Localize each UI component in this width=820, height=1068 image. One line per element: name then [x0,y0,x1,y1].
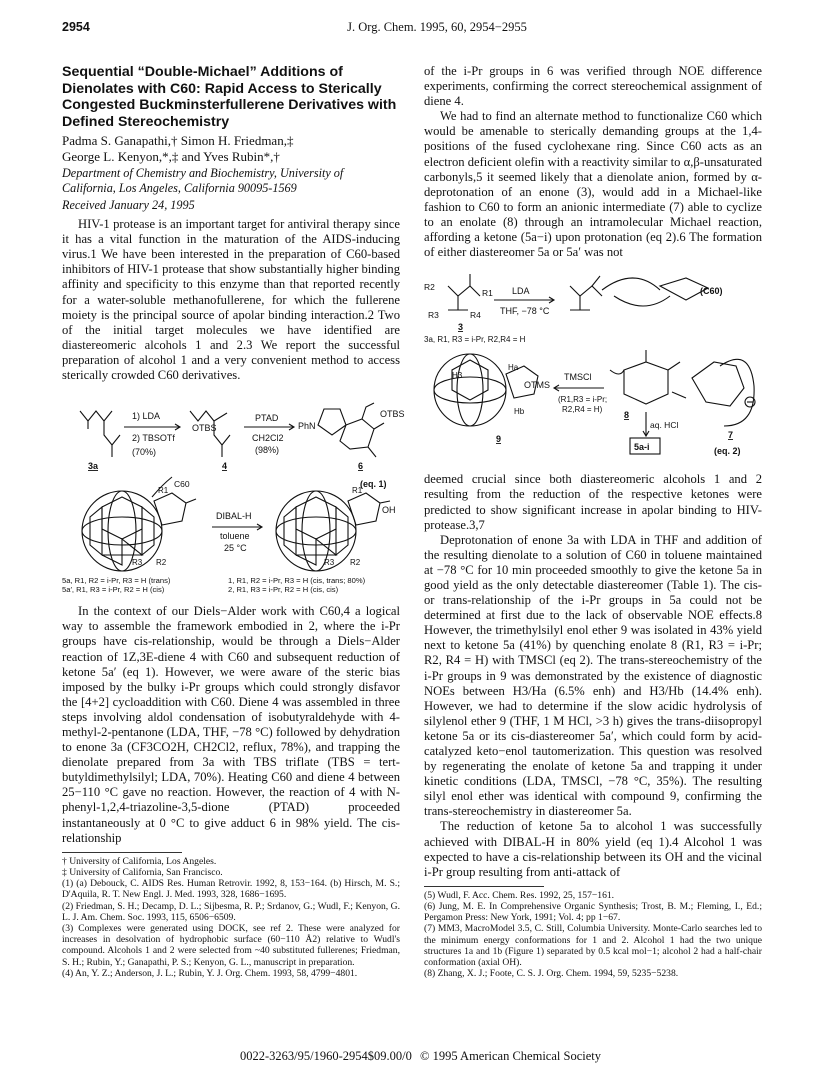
article-title: Sequential “Double-Michael” Additions of Dienolates with C60: Rapid Access to Sterically Congested Buckminsterfullerene Derivatives with Defined Stereochemistry [62,64,397,130]
legend-5a-prime: 5a′, R1, R3 = i-Pr, R2 = H (cis) [62,585,165,595]
scheme1-otbs-label: OTBS [192,423,217,434]
authors-line-1: Padma S. Ganapathi,† Simon H. Friedman,‡ [62,133,294,148]
paragraph-alternate-method: We had to find an alternate method to functionalize C60 which would be amenable to sterically demanding groups at the 1,4-positions of the fused cyclohexane ring. Since C60 acts as an electron deficient olefin with a reactivity similar to α,β-unsaturated carbonyls,5 it seemed likely that a dienolate anion, formed by α-deprotonation of an enone (3), would add in a Michael-like fashion to C60 to form an anionic intermediate (7) able to cyclize to an enolate (8) through an intramolecular Michael reaction, affording a ketone (5a−i) upon protonation (eq 2).6 The formation of either diastereomer 5a or 5a′ was not [424,109,762,260]
scheme-eq-1 [62,389,405,598]
scheme1-yield-2: (98%) [255,445,280,456]
journal-citation: J. Org. Chem. 1995, 60, 2954−2955 [347,20,527,34]
reference-1: (1) (a) Debouck, C. AIDS Res. Human Retrovir. 1992, 8, 153−164. (b) Hirsch, M. S.; D'Aquila, R. T. New Engl. J. Med. 1993, 328, 1686−1695. [62,878,400,901]
paragraph-diels-alder: In the context of our Diels−Alder work with C60,4 a logical way to assemble the framework embodied in 2, where the i-Pr groups have cis-relationship, would be through a Diels−Alder reaction of 1Z,3E-diene 4 with C60 and subsequent reduction of ketone 5a′ (eq 1). However, we were aware of the steric bias imposed by the bulky i-Pr groups which could strongly disfavor the [4+2] cycloaddition with C60. Diene 4 was assembled in three steps involving aldol condensation of isobutyraldehyde with 4-methyl-2-pentanone (LDA, THF, −78 °C) followed by dehydration to enone 3a (CF3CO2H, CH2Cl2, reflux, 78%), and trapping the dienolate prepared from 3a with TBS triflate (TBS = tert-butyldimethylsilyl; LDA, 70%). Heating C60 and diene 4 between 25−110 °C gave no reaction. However, the reaction of 4 with N-phenyl-1,2,4-triazoline-3,5-dione (PTAD) proceeded instantaneously at 0 °C to give adduct 6 in 98% yield. The cis-relationship [62,604,400,845]
scheme1-eq-label: (eq. 1) [360,479,387,490]
scheme2-eq-label: (eq. 2) [714,446,741,457]
page-number: 2954 [62,20,90,34]
scheme1-r1-right: R1 [352,486,363,496]
paragraph-intro: HIV-1 protease is an important target for antiviral therapy since it has a vital function in the maturation of the AIDS-inducing virus.1 We have been interested in the preparation of C60-based inhibitors of HIV-1 protease that show substantially higher binding affinity and specificity to this enzyme than that reported recently for a water-soluble methanofullerene, for which the fullerene moiety is the principal source of apolar binding interaction.2 Two of the initial target molecules we have identified are diastereomeric alcohols 1 and 2.3 We report the successful preparation of alcohol 1 and a very convenient method to access sterically crowded C60 derivatives. [62,217,400,383]
reference-4: (4) An, Y. Z.; Anderson, J. L.; Rubin, Y. J. Org. Chem. 1993, 58, 4799−4801. [62,967,358,979]
scheme1-ptad: PTAD [255,413,279,424]
footnote-separator-right [424,886,544,887]
right-column [424,64,762,979]
legend-1: 1, R1, R2 = i-Pr, R3 = H (cis, trans; 80%) [228,576,366,586]
compound-5a-i-label: 5a-i [634,442,650,453]
paragraph-reduction: The reduction of ketone 5a to alcohol 1 was successfully achieved with DIBAL-H in 80% yield (eq 1).4 Alcohol 1 was expected to have a cis-relationship between its OH and the vicinal i-Pr group resulting from anti-attack of [424,819,762,879]
scheme2-ha: Ha [508,363,519,373]
reference-3: (3) Complexes were generated using DOCK, see ref 2. These were analyzed for increases in desolvation of hydrophobic surface (60−110 Å2) relative to Wudl's compound. Alcohols 1 and 2 were selected from ~40 substituted fullerenes; Friedman, S. H.; Rubin, Y.; Ganapathi, P. S.; Kenyon, G. L., manuscript in preparation. [62,922,400,968]
scheme2-tms-cond-2: R2,R4 = H) [562,405,603,415]
compound-4-label: 4 [222,461,228,472]
scheme1-reagent-1: 1) LDA [132,411,161,422]
scheme1-phn: PhN [298,421,316,432]
scheme2-h3: H3 [452,371,463,381]
copyright: © 1995 American Chemical Society [420,1049,601,1063]
scheme2-tmscl: TMSCl [564,372,592,383]
paragraph-deprotonation: Deprotonation of enone 3a with LDA in THF and addition of the resulting dienolate to a solution of C60 in toluene maintained at −78 °C for 10 min proceeded smoothly to give the ketone 5a in good yield as the only detectable diastereomer (Table 1). The cis- or trans-relationship of the i-Pr groups in 5a could not be determined at first due to the lack of observable NOE effects.8 However, the trimethylsilyl enol ether 9 was isolated in 43% yield next to ketone 5a (41%) by quenching enolate 8 (R1, R3 = i-Pr; R2, R4 = H) with TMSCl (eq 2). The trans-stereochemistry of the i-Pr groups in 9 was demonstrated by the existence of diagnostic NOEs between H3/Ha (6.5% enh) and H3/Hb (14.4% enh). However, we had to determine if the slow acidic hydrolysis of silylenol ether 9 (THF, 1 M HCl, >3 h) gives the trans-diisopropyl ketone 5a or its cis-diastereomer 5a′, which could form by acid-catalyzed keto−enol tautomerization. This question was resolved by regenerating the enolate of ketone 5a and trapping it under kinetic conditions (LDA, TMSCl, −78 °C, 35%). The resulting silyl enol ether was identical with compound 9, confirming the trans-stereochemistry in diastereomer 5a. [424,532,762,819]
scheme1-toluene: toluene [220,531,250,542]
authors-line-2: George L. Kenyon,*,‡ and Yves Rubin*,† [62,148,280,164]
scheme1-r3-right: R3 [324,558,335,568]
paragraph-noe: of the i-Pr groups in 6 was verified through NOE difference experiments, confirming the correct stereochemical assignment of diene 4. [424,64,762,109]
scheme-eq-2-drawing [424,266,762,462]
compound-7-label: 7 [728,430,734,441]
reference-2: (2) Friedman, S. H.; Decamp, D. L.; Sijbesma, R. P.; Srdanov, G.; Wudl, F.; Kenyon, G. L. J. Am. Chem. Soc. 1993, 115, 6506−6509. [62,900,400,923]
compound-9-label: 9 [496,434,502,445]
reference-7: (7) MM3, MacroModel 3.5, C. Still, Columbia University. Monte-Carlo searches led to the minimum energy conformations for 1 and 2. Alcohol 1 had the two unique structures 1a and 1b (Figure 1) separated by 0.5 kcal mol−1; alcohol 2 had a half-chair conformation (axial OH). [424,923,762,969]
scheme2-r1-left: R1 [482,288,493,299]
scheme1-r2-right: R2 [350,558,361,568]
scheme-eq-1-drawing [62,389,405,595]
legend-2: 2, R1, R3 = i-Pr, R2 = H (cis, cis) [228,585,339,595]
scheme1-r2-left: R2 [156,558,167,568]
left-column [62,64,405,979]
scheme1-dibal: DIBAL-H [216,511,252,522]
scheme2-hb: Hb [514,407,525,417]
compound-3-label: 3 [458,322,464,333]
legend-3a: 3a, R1, R3 = i-Pr, R2,R4 = H [424,335,526,345]
scheme1-yield-1: (70%) [132,447,157,458]
reference-6: (6) Jung, M. E. In Comprehensive Organic Synthesis; Trost, B. M.; Fleming, I., Ed.; Pergamon Press: New York, 1991; Vol. 4; pp 1−67. [424,901,762,924]
scheme2-r4-left: R4 [470,310,481,321]
received-date: Received January 24, 1995 [62,198,195,212]
compound-8-label: 8 [624,410,630,421]
scheme2-aq-hcl: aq. HCl [650,420,679,431]
scheme1-c60: C60 [174,479,190,490]
scheme2-tms-cond-1: (R1,R3 = i-Pr; [558,395,608,405]
scheme1-r3-left: R3 [132,558,143,568]
scheme1-temp: 25 °C [224,543,247,554]
scheme1-oh: OH [382,505,396,516]
paragraph-diastereomers: deemed crucial since both diastereomeric alcohols 1 and 2 resulting from the reduction of the respective ketones were predicted to show significant increase in apolar binding to HIV-protease.3,7 [424,472,762,532]
footnote-separator [62,852,182,853]
compound-3a-label: 3a [88,461,99,472]
scheme2-conditions: THF, −78 °C [500,306,550,317]
scheme2-r2-left: R2 [424,282,435,293]
compound-6-label: 6 [358,461,364,472]
footnote-ucla: † University of California, Los Angeles. [62,855,217,867]
scheme2-r3-left: R3 [428,310,439,321]
reference-8: (8) Zhang, X. J.; Foote, C. S. J. Org. Chem. 1994, 59, 5235−5238. [424,968,679,980]
scheme1-reagent-2: 2) TBSOTf [132,433,175,444]
running-header [62,20,762,40]
scheme-eq-2 [424,266,762,466]
affiliation: Department of Chemistry and Biochemistry, University of California, Los Angeles, California 90095-1569 [62,166,344,195]
scheme1-otbs-6: OTBS [380,409,405,420]
scheme2-otms: OTMS [524,380,550,391]
scheme2-lda: LDA [512,286,530,297]
article-code: 0022-3263/95/1960-2954$09.00/0 [240,1049,412,1063]
scheme1-solvent: CH2Cl2 [252,433,284,444]
legend-5a: 5a, R1, R2 = i-Pr, R3 = H (trans) [62,576,171,586]
footnote-ucsf: ‡ University of California, San Francisco. [62,866,223,878]
reference-5: (5) Wudl, F. Acc. Chem. Res. 1992, 25, 157−161. [424,889,615,901]
scheme1-r1-left: R1 [158,486,169,496]
scheme2-c60: (C60) [700,286,723,297]
